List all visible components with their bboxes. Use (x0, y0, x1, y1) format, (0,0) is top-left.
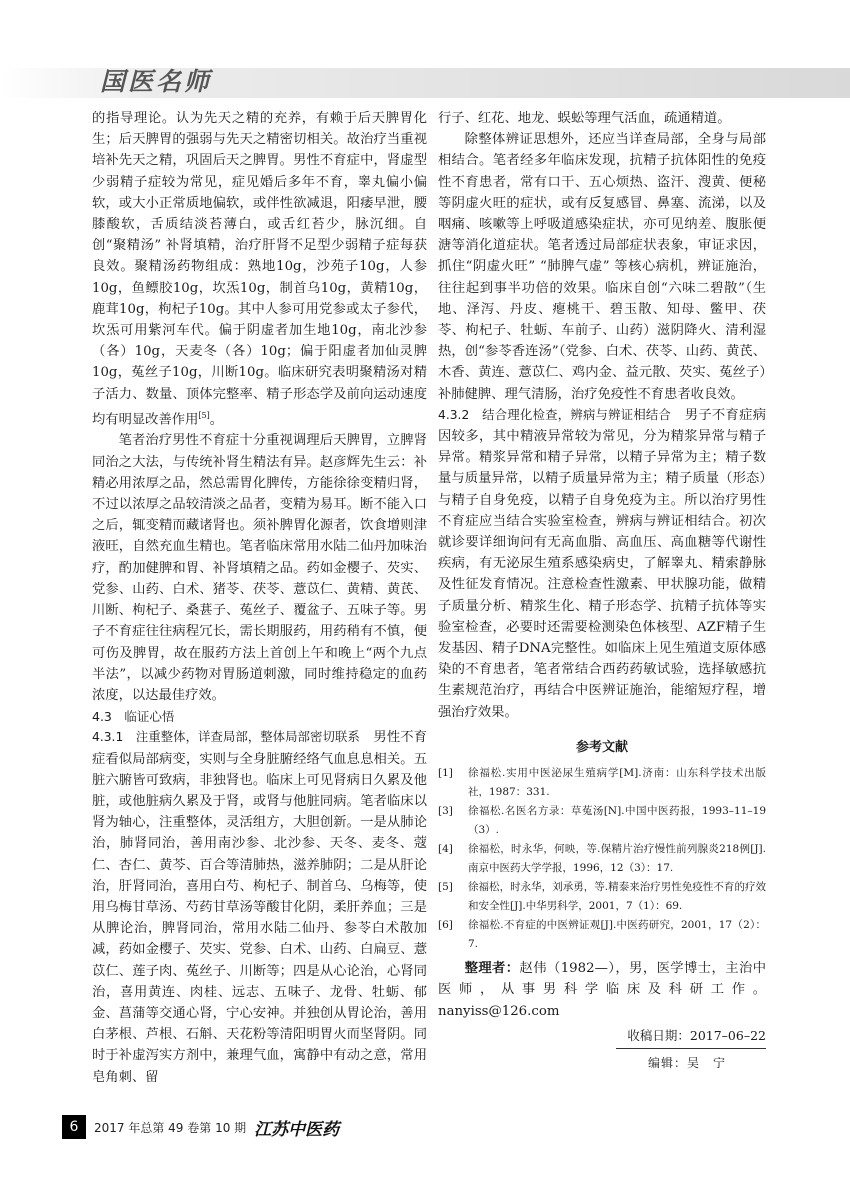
right-column (438, 108, 766, 1074)
reference-text: 徐福松.实用中医泌尿生殖病学[M].济南：山东科学技术出版社，1987：331. (468, 767, 766, 799)
references-title: 参考文献 (575, 739, 628, 755)
references-list (438, 764, 766, 954)
reference-number: [1] (438, 767, 453, 780)
issue-info: 2017 年总第 49 卷第 10 期 (94, 1120, 247, 1135)
paragraph: 笔者治疗男性不育症十分重视调理后天脾胃，立脾肾同治之大法，与传统补肾生精法有异。赵彦辉先生云：补精必用浓厚之品，然总需胃化脾传，方能徐徐变精归肾，不过以浓厚之品较清淡之品者，变精为易耳。断不能入口之后，辄变精而藏诸肾也。须补脾胃化源者，饮食增则津液旺，自然充血生精也。笔者临床常用水陆二仙丹加味治疗，酌加健脾和胃、补肾填精之品。药如金樱子、芡实、党参、山药、白术、猪苓、茯苓、薏苡仁、黄精、黄芪、川断、枸杞子、桑葚子、菟丝子、覆盆子、五味子等。男子不育症往往病程冗长，需长期服药，用药稍有不慎，便可伤及脾胃，故在服药方法上首创上午和晚上“两个九点半法”，以减少药物对胃肠道刺激，同时维持稳定的血药浓度，以达最佳疗效。 (92, 433, 427, 703)
page-number: 6 (62, 1115, 86, 1139)
citation: [5] (198, 410, 210, 420)
reference-number: [4] (438, 843, 453, 856)
left-column (92, 108, 427, 1088)
reference-text: 徐福松.不育症的中医辨证观[J].中医药研究，2001，17（2）：7. (468, 919, 766, 951)
reference-item (438, 764, 766, 802)
subsection-heading: 4.3.1 注重整体，详查局部，整体局部密切联系 (92, 730, 360, 745)
paragraph-text: 男性不育症看似局部病变，实则与全身脏腑经络气血息息相关。五脏六腑皆可致病，非独肾也。临床上可见肾病日久累及他脏，或他脏病久累及于肾，或肾与他脏同病。笔者临床以肾为轴心，注重整体，灵活组方，大胆创新。一是从肺论治，肺肾同治，善用南沙参、北沙参、天冬、麦冬、蔻仁、杏仁、黄芩、百合等清肺热，滋养肺阴；二是从肝论治，肝肾同治，喜用白芍、枸杞子、制首乌、乌梅等，使用乌梅甘草汤、芍药甘草汤等酸甘化阴，柔肝养血；三是从脾论治，脾肾同治，常用水陆二仙丹、参苓白术散加减，药如金樱子、芡实、党参、白术、山药、白扁豆、薏苡仁、莲子肉、菟丝子、川断等；四是从心论治，心肾同治，喜用黄连、肉桂、远志、五味子、龙骨、牡蛎、郁金、菖蒲等交通心肾，宁心安神。并独创从胃论治，善用白茅根、芦根、石斛、天花粉等清阳明胃火而坚肾阴。同时于补虚泻实方剂中，兼理气血，寓静中有动之意，常用皂角刺、留 (92, 730, 428, 1085)
paragraph-text: 的指导理论。认为先天之精的充养，有赖于后天脾胃化生；后天脾胃的强弱与先天之精密切相关。故治疗当重视培补先天之精，巩固后天之脾胃。男性不育症中，肾虚型少弱精子症较为常见，症见婚后多年不育，睾丸偏小偏软，或大小正常质地偏软，或伴性欲减退，阳痿早泄，腰膝酸软，舌质结淡苔薄白，或舌红苔少，脉沉细。自创“聚精汤” 补肾填精，治疗肝肾不足型少弱精子症每获良效。聚精汤药物组成：熟地10g，沙苑子10g，人参10g，鱼鳔胶10g，坎炁10g，制首乌10g，黄精10g，鹿茸10g，枸杞子10g。其中人参可用党参或太子参代，坎炁可用紫河车代。偏于阴虚者加生地10g，南北沙参（各）10g，天麦冬（各）10g；偏于阳虚者加仙灵脾10g，菟丝子10g，川断10g。临床研究表明聚精汤对精子活力、数量、顶体完整率、精子形态学及前向运动速度均有明显改善作用 (92, 111, 427, 428)
journal-logo: 江苏中医药 (254, 1119, 340, 1140)
reference-number: [6] (438, 919, 453, 932)
reference-number: [3] (438, 805, 453, 818)
received-date: 收稿日期：2017–06–22 (627, 1027, 766, 1043)
subsection-paragraph (438, 405, 766, 723)
reference-text: 徐福松，时永华，刘承勇，等.精泰来治疗男性免疫性不育的疗效和安全性[J].中华男科学，2001，7（1）：69. (468, 881, 766, 913)
paragraph: 行子、红花、地龙、蜈蚣等理气活血，疏通精道。 (438, 111, 731, 126)
reference-item (438, 878, 766, 916)
subsection-heading: 4.3.2 结合理化检查，辨病与辨证相结合 (438, 407, 672, 422)
reference-item (438, 802, 766, 840)
subsection-paragraph (92, 727, 427, 1087)
reference-number: [5] (438, 881, 453, 894)
section-heading: 4.3 临证心悟 (92, 709, 175, 725)
compiler-info (438, 958, 766, 1022)
reference-item (438, 840, 766, 878)
compiler-label: 整理者： (464, 961, 520, 977)
paragraph-end: 。 (209, 412, 224, 428)
paragraph (92, 108, 427, 430)
page-footer (62, 1115, 339, 1139)
section-title: 国医名师 (100, 67, 213, 96)
reference-item (438, 916, 766, 954)
divider (616, 1048, 766, 1049)
reference-text: 徐福松.名医名方录：草菟汤[N].中国中医药报，1993–11–19（3）. (468, 805, 766, 837)
paragraph: 除整体辨证思想外，还应当详查局部，全身与局部相结合。笔者经多年临床发现，抗精子抗体阳性的免疫性不育患者，常有口干、五心烦热、盗汗、溲黄、便秘等阴虚火旺的症状，或有反复感冒、鼻塞、流涕，以及咽痛、咳嗽等上呼吸道感染症状，亦可见纳差、腹胀便溏等消化道症状。笔者透过局部症状表象，审证求因，抓住“阴虚火旺” “肺脾气虚” 等核心病机，辨证施治，往往起到事半功倍的效果。临床自创“六味二碧散”（生地、泽泻、丹皮、瘪桃干、碧玉散、知母、鳖甲、茯苓、枸杞子、牡蛎、车前子、山药）滋阴降火、清利湿热，创“参苓香连汤”（党参、白术、茯苓、山药、黄芪、木香、黄连、薏苡仁、鸡内金、益元散、芡实、菟丝子）补肺健脾、理气清肠，治疗免疫性不育患者收良效。 (438, 132, 766, 402)
editor-name: 编辑：吴 宁 (647, 1055, 726, 1070)
paragraph-text: 男子不育症病因较多，其中精液异常较为常见，分为精浆异常与精子异常。精浆异常和精子异常，以精子异常为主；精子数量与质量异常，以精子质量异常为主；精子质量（形态）与精子自身免疫，以精子自身免疫为主。所以治疗男性不育症应当结合实验室检查，辨病与辨证相结合。初次就诊要详细询问有无高血脂、高血压、高血糖等代谢性疾病，有无泌尿生殖系感染病史，了解睾丸、精索静脉及性征发育情况。注意检查性激素、甲状腺功能，做精子质量分析、精浆生化、精子形态学、抗精子抗体等实验室检查，必要时还需要检测染色体核型、AZF精子生发基因、精子DNA完整性。如临床上见生殖道支原体感染的不育患者，笔者常结合西药药敏试验，选择敏感抗生素规范治疗，再结合中医辨证施治，能缩短疗程，增强治疗效果。 (438, 407, 767, 720)
reference-text: 徐福松，时永华，何映，等.保精片治疗慢性前列腺炎218例[J].南京中医药大学学报，1996，12（3）：17. (468, 843, 766, 875)
compiler-text: 赵伟（1982—），男，医学博士，主治中医师，从事男科学临床及科研工作。nanyiss@126.com (438, 961, 766, 1019)
